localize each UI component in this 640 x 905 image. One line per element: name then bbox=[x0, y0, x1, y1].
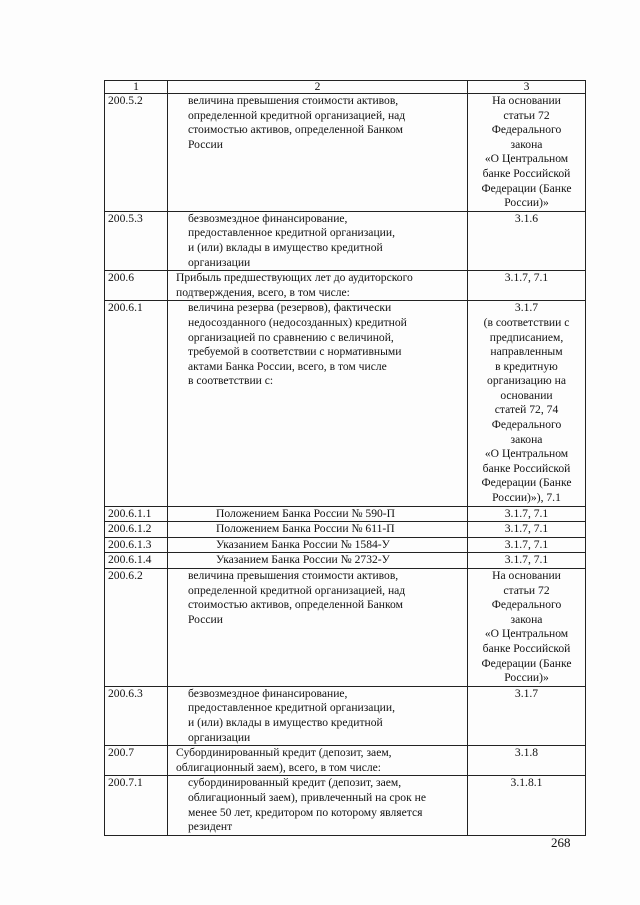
table-row bbox=[105, 686, 586, 745]
header-row bbox=[105, 81, 586, 94]
row-reference: 3.1.7, 7.1 bbox=[468, 522, 586, 538]
row-reference: 3.1.7, 7.1 bbox=[468, 271, 586, 301]
row-description: безвозмездное финансирование, предоставленное кредитной организации, и (или) вклады в имущество кредитной организации bbox=[168, 686, 468, 745]
row-code: 200.6.1.1 bbox=[105, 506, 168, 522]
table-row bbox=[105, 537, 586, 553]
regulatory-table bbox=[104, 80, 586, 836]
page-number: 268 bbox=[551, 835, 571, 850]
row-code: 200.6 bbox=[105, 271, 168, 301]
row-code: 200.6.1 bbox=[105, 301, 168, 506]
row-reference: 3.1.8.1 bbox=[468, 776, 586, 835]
row-reference: 3.1.7, 7.1 bbox=[468, 537, 586, 553]
row-description: Положением Банка России № 590-П bbox=[168, 506, 468, 522]
table-row bbox=[105, 569, 586, 687]
row-description: величина превышения стоимости активов, определенной кредитной организацией, над стоимостью активов, определенной Банком России bbox=[168, 94, 468, 212]
row-reference: 3.1.6 bbox=[468, 211, 586, 270]
row-reference: На основании статьи 72 Федерального закона «О Центральном банке Российской Федерации (Банке России)» bbox=[468, 569, 586, 687]
row-reference: 3.1.7, 7.1 bbox=[468, 506, 586, 522]
row-reference: На основании статьи 72 Федерального закона «О Центральном банке Российской Федерации (Банке России)» bbox=[468, 94, 586, 212]
row-description: величина превышения стоимости активов, определенной кредитной организацией, над стоимостью активов, определенной Банком России bbox=[168, 569, 468, 687]
column-header-1: 1 bbox=[105, 81, 168, 94]
row-code: 200.7.1 bbox=[105, 776, 168, 835]
table-row bbox=[105, 271, 586, 301]
table-row bbox=[105, 776, 586, 835]
row-description: субординированный кредит (депозит, заем, облигационный заем), привлеченный на срок не менее 50 лет, кредитором по которому является резидент bbox=[168, 776, 468, 835]
table-row bbox=[105, 553, 586, 569]
row-code: 200.6.1.3 bbox=[105, 537, 168, 553]
row-reference: 3.1.8 bbox=[468, 746, 586, 776]
row-description: Указанием Банка России № 2732-У bbox=[168, 553, 468, 569]
row-reference: 3.1.7, 7.1 bbox=[468, 553, 586, 569]
row-description: Положением Банка России № 611-П bbox=[168, 522, 468, 538]
table-row bbox=[105, 522, 586, 538]
row-code: 200.6.2 bbox=[105, 569, 168, 687]
row-description: безвозмездное финансирование, предоставленное кредитной организации, и (или) вклады в имущество кредитной организации bbox=[168, 211, 468, 270]
row-code: 200.5.2 bbox=[105, 94, 168, 212]
table-row bbox=[105, 746, 586, 776]
row-reference: 3.1.7 (в соответствии с предписанием, направленным в кредитную организацию на основании статей 72, 74 Федерального закона «О Центральном банке Российской Федерации (Банке России)»), 7.1 bbox=[468, 301, 586, 506]
row-code: 200.5.3 bbox=[105, 211, 168, 270]
row-description: Субординированный кредит (депозит, заем, облигационный заем), всего, в том числе: bbox=[168, 746, 468, 776]
column-header-3: 3 bbox=[468, 81, 586, 94]
column-header-2: 2 bbox=[168, 81, 468, 94]
table-row bbox=[105, 301, 586, 506]
row-description: Прибыль предшествующих лет до аудиторского подтверждения, всего, в том числе: bbox=[168, 271, 468, 301]
table-body bbox=[105, 94, 586, 836]
row-description: величина резерва (резервов), фактически недосозданного (недосозданных) кредитной организацией по сравнению с величиной, требуемой в соответствии с нормативными актами Банка России, всего, в том числе в соответствии с: bbox=[168, 301, 468, 506]
table-row bbox=[105, 211, 586, 270]
row-reference: 3.1.7 bbox=[468, 686, 586, 745]
row-code: 200.7 bbox=[105, 746, 168, 776]
table-row bbox=[105, 506, 586, 522]
row-code: 200.6.1.4 bbox=[105, 553, 168, 569]
row-description: Указанием Банка России № 1584-У bbox=[168, 537, 468, 553]
row-code: 200.6.1.2 bbox=[105, 522, 168, 538]
table-row bbox=[105, 94, 586, 212]
row-code: 200.6.3 bbox=[105, 686, 168, 745]
